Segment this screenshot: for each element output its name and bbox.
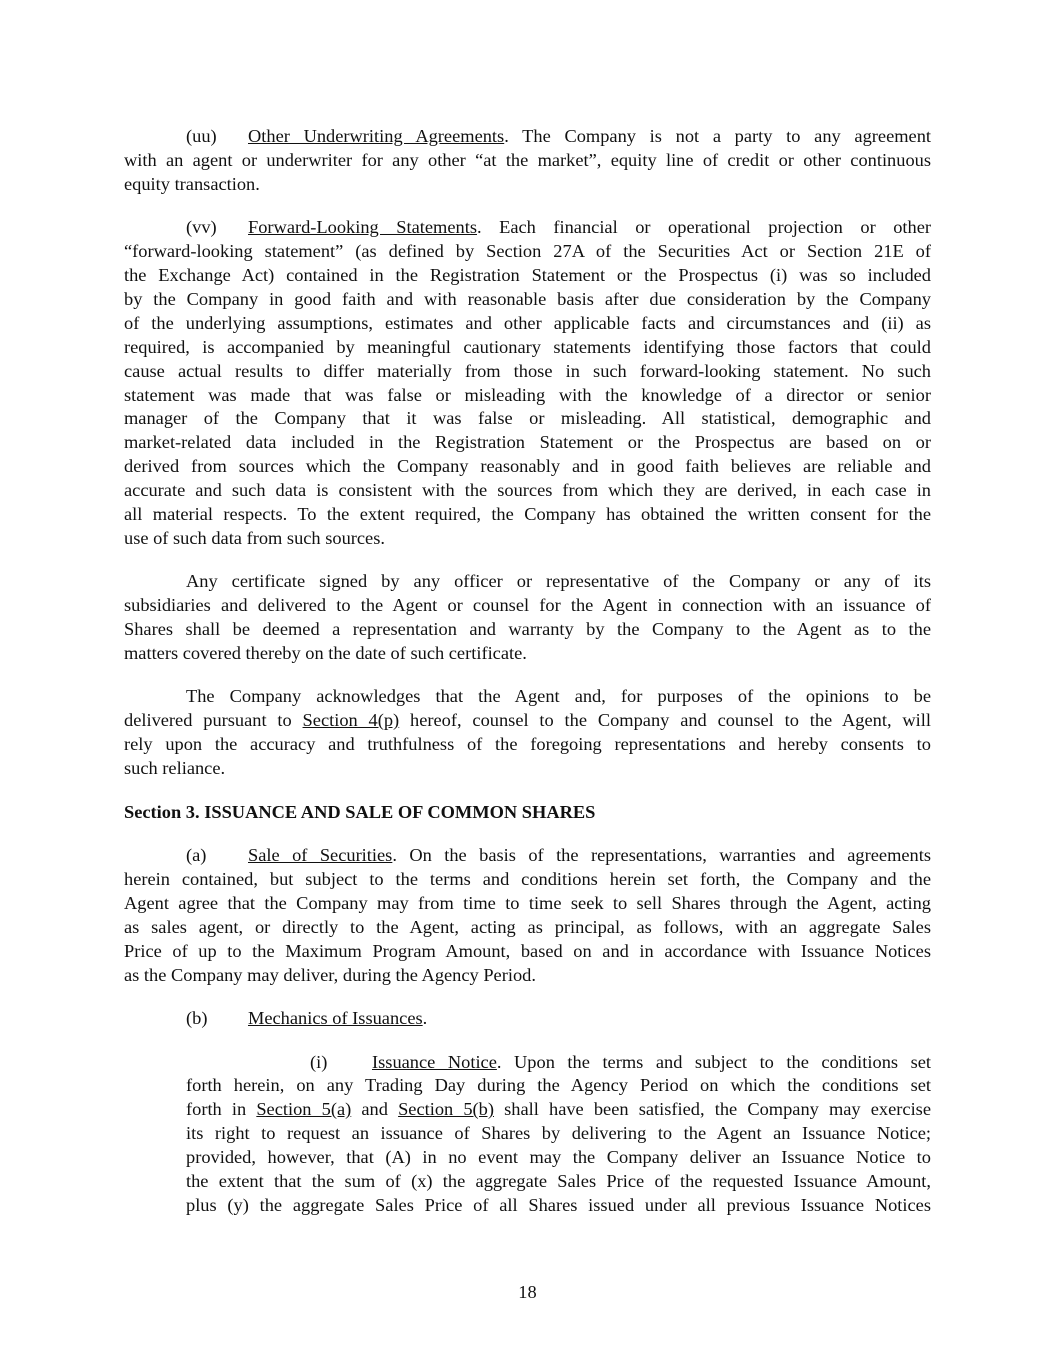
text-run: Agent agree that the Company may from time to time seek to sell Shares through the Agent, acting bbox=[124, 892, 931, 913]
text-run: its right to request an issuance of Shares by delivering to the Agent an Issuance Notice; bbox=[186, 1123, 931, 1144]
underlined-reference: Issuance Notice bbox=[372, 1051, 497, 1072]
paragraph-i-issuance-notice bbox=[186, 1051, 931, 1218]
text-run: Any certificate signed by any officer or representative of the Company or any of its bbox=[186, 571, 931, 592]
underlined-reference: Mechanics of Issuances bbox=[248, 1008, 423, 1029]
text-line bbox=[124, 455, 931, 479]
text-line bbox=[124, 125, 931, 149]
paragraph-b-mechanics-of-issuances bbox=[124, 1007, 931, 1031]
text-run: with an agent or underwriter for any other “at the market”, equity line of credit or other continuous bbox=[124, 149, 931, 170]
text-line bbox=[186, 1194, 931, 1218]
text-run: matters covered thereby on the date of such certificate. bbox=[124, 643, 527, 663]
text-line bbox=[124, 216, 931, 240]
paragraph-reliance bbox=[124, 685, 931, 781]
text-run: and bbox=[351, 1099, 399, 1120]
item-marker: (uu) bbox=[186, 126, 217, 146]
text-run: as the Company may deliver, during the Agency Period. bbox=[124, 964, 536, 985]
text-line bbox=[124, 844, 931, 868]
text-line bbox=[186, 1074, 931, 1098]
text-line bbox=[124, 1007, 931, 1031]
text-run: equity transaction. bbox=[124, 173, 260, 194]
text-line bbox=[124, 173, 931, 197]
text-run: manager of the Company that it was false or misleading. All statistical, demographic and bbox=[124, 408, 931, 429]
text-run: herein contained, but subject to the terms and conditions herein set forth, the Company and the bbox=[124, 869, 931, 890]
text-run: . bbox=[422, 1008, 428, 1029]
text-run: Shares shall be deemed a representation and warranty by the Company to the Agent as to the bbox=[124, 619, 931, 640]
text-run: by the Company in good faith and with reasonable basis after due consideration by the Company bbox=[124, 288, 931, 309]
text-line bbox=[124, 570, 931, 594]
text-line bbox=[124, 733, 931, 757]
underlined-reference: Section 5(b) bbox=[398, 1099, 494, 1120]
text-line bbox=[186, 1051, 931, 1075]
text-run: . Upon the terms and subject to the conditions set bbox=[496, 1051, 932, 1072]
text-run: statement was made that was false or misleading with the knowledge of a director or senior bbox=[124, 384, 931, 405]
text-run: shall have been satisfied, the Company may exercise bbox=[494, 1099, 931, 1120]
text-run: provided, however, that (A) in no event may the Company deliver an Issuance Notice to bbox=[186, 1147, 931, 1168]
text-line bbox=[124, 527, 931, 551]
paragraph-vv-forward-looking-statements bbox=[124, 216, 931, 550]
text-line bbox=[124, 964, 931, 988]
text-run: use of such data from such sources. bbox=[124, 527, 385, 548]
text-run: delivered pursuant to bbox=[124, 710, 303, 731]
item-marker: (a) bbox=[186, 845, 207, 866]
text-line bbox=[124, 336, 931, 360]
text-line bbox=[186, 1146, 931, 1170]
item-marker: (i) bbox=[310, 1051, 328, 1072]
text-line bbox=[124, 312, 931, 336]
text-run: as sales agent, or directly to the Agent, acting as principal, as follows, with an aggregate Sales bbox=[124, 916, 931, 937]
underlined-reference: Other Underwriting Agreements bbox=[248, 126, 505, 146]
text-line bbox=[124, 618, 931, 642]
section-heading: Section 3. ISSUANCE AND SALE OF COMMON SHARES bbox=[124, 801, 596, 822]
paragraph-a-sale-of-securities bbox=[124, 844, 931, 987]
text-line bbox=[124, 503, 931, 527]
text-run: of the underlying assumptions, estimates and other applicable facts and circumstances and (ii) as bbox=[124, 312, 931, 333]
text-line bbox=[124, 288, 931, 312]
text-run: the extent that the sum of (x) the aggregate Sales Price of the requested Issuance Amount, bbox=[186, 1171, 931, 1191]
text-line bbox=[124, 384, 931, 408]
text-line bbox=[186, 1170, 931, 1194]
page-number: 18 bbox=[518, 1282, 537, 1302]
paragraph-certificates bbox=[124, 570, 931, 666]
text-line bbox=[124, 757, 931, 781]
text-line bbox=[124, 642, 931, 666]
text-line bbox=[124, 431, 931, 455]
text-run: forth herein, on any Trading Day during the Agency Period on which the conditions set bbox=[186, 1075, 931, 1096]
text-run: all material respects. To the extent required, the Company has obtained the written consent for the bbox=[124, 503, 931, 524]
text-run: the Exchange Act) contained in the Registration Statement or the Prospectus (i) was so included bbox=[124, 265, 931, 286]
text-run: required, is accompanied by meaningful cautionary statements identifying those factors that could bbox=[124, 336, 931, 357]
text-line bbox=[124, 149, 931, 173]
paragraph-uu-other-underwriting-agreements bbox=[124, 125, 931, 197]
text-run: subsidiaries and delivered to the Agent or counsel for the Agent in connection with an issuance of bbox=[124, 595, 931, 616]
text-run: plus (y) the aggregate Sales Price of all Shares issued under all previous Issuance Notices bbox=[186, 1194, 931, 1215]
text-run: market-related data included in the Registration Statement or the Prospectus are based on or bbox=[124, 432, 931, 453]
text-run: such reliance. bbox=[124, 758, 226, 779]
text-line bbox=[186, 1122, 931, 1146]
text-line bbox=[124, 407, 931, 431]
text-run: hereof, counsel to the Company and counsel to the Agent, will bbox=[399, 710, 931, 731]
text-run: accurate and such data is consistent with the sources from which they are derived, in each case in bbox=[124, 480, 931, 501]
text-run: rely upon the accuracy and truthfulness of the foregoing representations and hereby consents to bbox=[124, 734, 931, 755]
underlined-reference: Section 5(a) bbox=[256, 1099, 352, 1120]
text-run: “forward-looking statement” (as defined by Section 27A of the Securities Act or Section 21E of bbox=[124, 241, 931, 262]
item-marker: (vv) bbox=[186, 217, 217, 238]
text-run: derived from sources which the Company reasonably and in good faith believes are reliable and bbox=[124, 456, 931, 477]
text-run: . The Company is not a party to any agreement bbox=[504, 126, 932, 146]
document-body bbox=[124, 125, 931, 1237]
text-run: . Each financial or operational projection or other bbox=[476, 217, 931, 238]
text-line bbox=[124, 360, 931, 384]
text-line bbox=[186, 1098, 931, 1122]
section-3-heading bbox=[124, 801, 931, 825]
text-line bbox=[124, 801, 931, 825]
text-run: Price of up to the Maximum Program Amount, based on and in accordance with Issuance Notices bbox=[124, 940, 931, 961]
text-run: The Company acknowledges that the Agent and, for purposes of the opinions to be bbox=[186, 686, 931, 707]
underlined-reference: Section 4(p) bbox=[302, 710, 400, 731]
text-line bbox=[124, 892, 931, 916]
text-run: cause actual results to differ materially from those in such forward-looking statement. No such bbox=[124, 360, 931, 381]
text-run: . On the basis of the representations, warranties and agreements bbox=[392, 845, 931, 866]
underlined-reference: Sale of Securities bbox=[248, 845, 393, 866]
text-line bbox=[124, 868, 931, 892]
text-line bbox=[124, 685, 931, 709]
text-line bbox=[124, 594, 931, 618]
item-marker: (b) bbox=[186, 1008, 208, 1029]
text-run: forth in bbox=[186, 1099, 257, 1120]
text-line bbox=[124, 709, 931, 733]
text-line bbox=[124, 240, 931, 264]
underlined-reference: Forward-Looking Statements bbox=[248, 217, 477, 238]
text-line bbox=[124, 264, 931, 288]
text-line bbox=[124, 916, 931, 940]
text-line bbox=[124, 479, 931, 503]
text-line bbox=[124, 940, 931, 964]
